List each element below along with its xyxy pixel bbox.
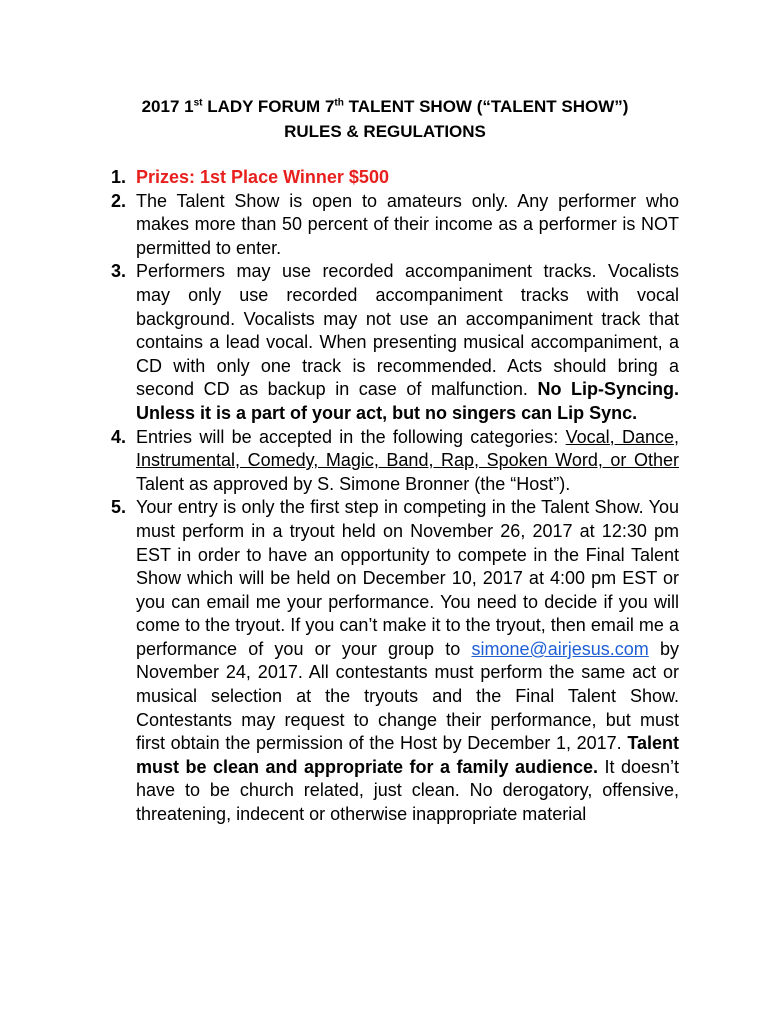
title-line-2: RULES & REGULATIONS (284, 122, 486, 141)
rule-text: Performers may use recorded accompaniment tracks. Vocalists may only use recorded accompaniment tracks with vocal background. Vocalists may not use an accompaniment track that contains a lead vocal. When presenting musical accompaniment, a CD with only one track is recommended. Acts should bring a second CD as backup in case of malfunction. (136, 261, 679, 400)
rule-number: 1. (111, 167, 127, 187)
title-text-b: LADY FORUM 7 (202, 97, 335, 116)
title-text-c: TALENT SHOW (“TALENT SHOW”) (343, 97, 629, 116)
rule-number: 2. (111, 190, 127, 211)
email-link[interactable]: simone@airjesus.com (471, 638, 649, 659)
rule-text: The Talent Show is open to amateurs only. Any performer who makes more than 50 percent of their income as a performer is NOT permitted to enter. (136, 190, 679, 258)
rule-number: 5. (111, 497, 127, 518)
rule-text: Entries will be accepted in the following categories: (136, 426, 566, 447)
rule-number: 4. (111, 426, 127, 447)
rule-text: by November 24, 2017. All contestants must perform the same act or musical selection at the tryouts and the Final Talent Show. Contestants may request to change their performance, but must first obtain the permission of the Host by December 1, 2017. (136, 638, 679, 754)
rule-paragraph (136, 260, 679, 425)
rule-item-5 (103, 496, 679, 826)
rule-paragraph (136, 426, 679, 497)
title-line-1 (60, 94, 710, 119)
rule-item-1 (103, 166, 679, 190)
lip-sync-notice: No Lip-Syncing. Unless it is a part of your act, but no singers can Lip Sync. (136, 379, 679, 423)
categories-list: Vocal, Dance, Instrumental, Comedy, Magic, Band, Rap, Spoken Word, or Other (136, 426, 679, 471)
title-superscript-st: st (193, 97, 203, 109)
family-audience-notice: Talent must be clean and appropriate for a family audience. (136, 733, 679, 777)
document-title (60, 94, 710, 144)
rule-item-2 (103, 190, 679, 261)
rule-number: 3. (111, 261, 127, 282)
rules-list (103, 166, 679, 827)
title-superscript-th: th (334, 97, 344, 109)
rule-text: Your entry is only the first step in competing in the Talent Show. You must perform in a tryout held on November 26, 2017 at 12:30 pm EST in order to have an opportunity to compete in the Final Talent Show which will be held on December 10, 2017 at 4:00 pm EST or you can email me your performance. You need to decide if you will come to the tryout. If you can’t make it to the tryout, then email me a performance of you or your group to (136, 497, 679, 659)
rule-item-3 (103, 260, 679, 425)
prize-text: Prizes: 1st Place Winner $500 (136, 167, 389, 187)
rule-text: Talent as approved by S. Simone Bronner (the “Host”). (136, 473, 571, 494)
rule-paragraph (136, 496, 679, 826)
rule-text: It doesn’t have to be church related, just clean. No derogatory, offensive, threatening, indecent or otherwise inappropriate material (136, 756, 680, 825)
title-text-a: 2017 1 (141, 97, 194, 116)
rule-item-4 (103, 426, 679, 497)
